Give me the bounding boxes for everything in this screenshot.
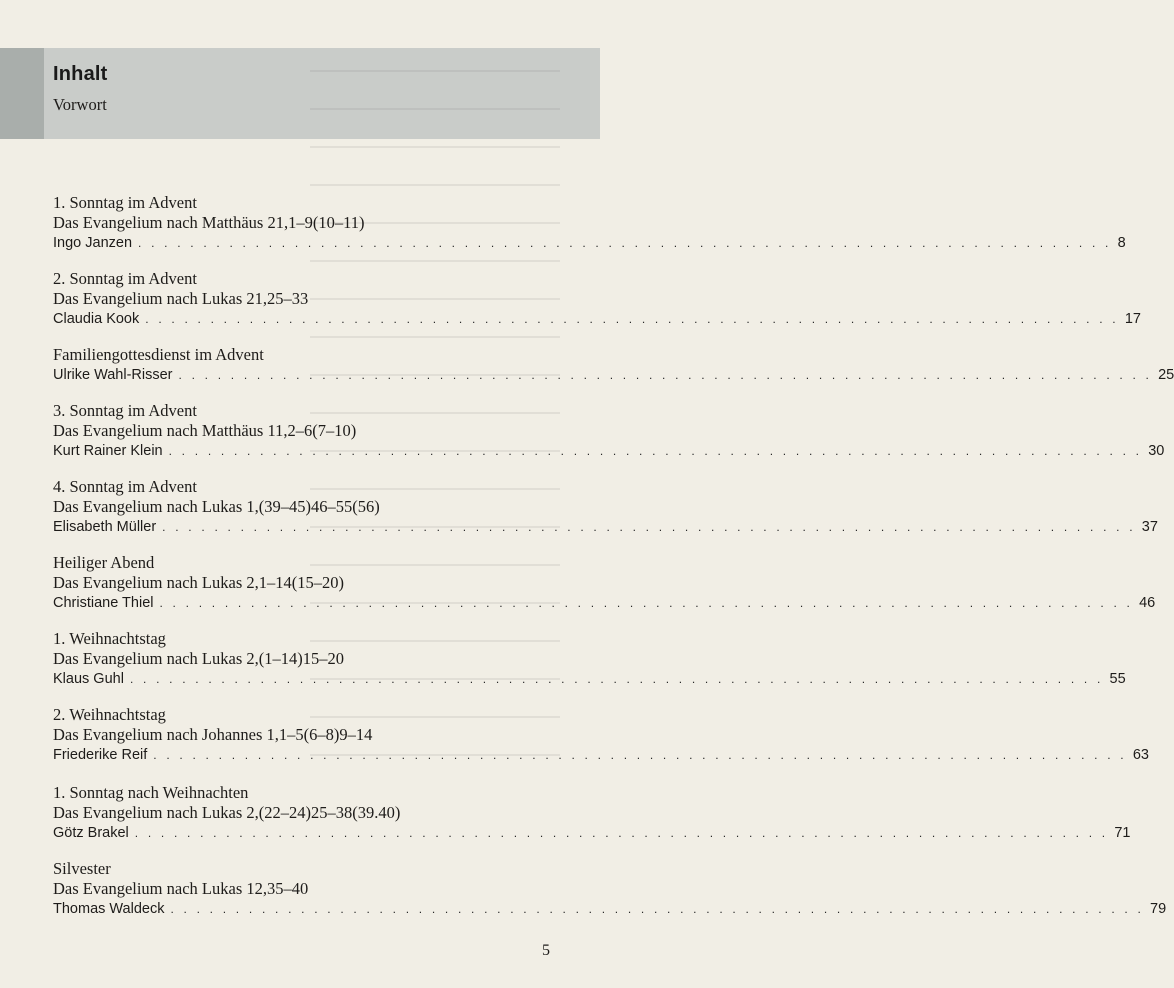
dot-leader: . . . . . . . . . . . . . . . . . . . . . . . . . . . . . . . . . . . . . . . . . . . . . . . . . . . . . . . . . . . . . . . . . . . . . . . . . . .: [168, 444, 1143, 458]
toc-entry-author-row: [53, 233, 1126, 253]
toc-entry-occasion: 4. Sonntag im Advent: [53, 477, 197, 496]
toc-entry[interactable]: [53, 193, 1126, 253]
toc-entry-scripture: Das Evangelium nach Lukas 2,1–14(15–20): [53, 573, 344, 592]
toc-entry-page-number: 25: [1158, 367, 1174, 383]
toc-entry-author: Götz Brakel: [53, 825, 129, 841]
dot-leader: . . . . . . . . . . . . . . . . . . . . . . . . . . . . . . . . . . . . . . . . . . . . . . . . . . . . . . . . . . . . . . . . . . . . . . . . . . .: [170, 902, 1145, 916]
toc-entry-author-row: [53, 309, 1141, 329]
toc-entry-author-row: [53, 365, 1174, 385]
toc-entry-scripture: Das Evangelium nach Lukas 12,35–40: [53, 879, 309, 898]
toc-entry-author: Kurt Rainer Klein: [53, 443, 163, 459]
toc-entry[interactable]: [53, 401, 1165, 461]
page-number: 5: [542, 942, 550, 959]
toc-entry-scripture: Das Evangelium nach Lukas 2,(1–14)15–20: [53, 649, 344, 668]
dot-leader: . . . . . . . . . . . . . . . . . . . . . . . . . . . . . . . . . . . . . . . . . . . . . . . . . . . . . . . . . . . . . . . . . . . . . . . . . . .: [145, 312, 1119, 326]
toc-entry-author: Ingo Janzen: [53, 235, 133, 251]
header-tab-marker: [0, 48, 44, 139]
toc-entry-page-number: 46: [1139, 595, 1156, 611]
toc-entry-scripture: Das Evangelium nach Lukas 21,25–33: [53, 289, 309, 308]
toc-entry-author-row: [53, 517, 1158, 537]
toc-entry-author-row: [53, 823, 1131, 843]
toc-entry-occasion: Silvester: [53, 859, 111, 878]
toc-entry-scripture: Das Evangelium nach Johannes 1,1–5(6–8)9–14: [53, 725, 373, 744]
toc-entry-author-row: [53, 593, 1156, 613]
toc-entry-scripture: Das Evangelium nach Lukas 2,(22–24)25–38(39.40): [53, 803, 401, 822]
toc-entry[interactable]: [53, 859, 1167, 919]
toc-entry-occasion: 2. Sonntag im Advent: [53, 269, 197, 288]
toc-entry-occasion: Heiliger Abend: [53, 553, 155, 572]
toc-entry-author: Klaus Guhl: [53, 671, 124, 687]
toc-entry-page-number: 8: [1117, 235, 1126, 251]
toc-entry-author: Thomas Waldeck: [53, 901, 165, 917]
dot-leader: . . . . . . . . . . . . . . . . . . . . . . . . . . . . . . . . . . . . . . . . . . . . . . . . . . . . . . . . . . . . . . . . . . . . . . . . . . .: [162, 520, 1136, 534]
toc-entry-author-row: [53, 899, 1167, 919]
toc-entry-page-number: 71: [1114, 825, 1131, 841]
toc-entry-author: Claudia Kook: [53, 311, 140, 327]
toc-entry[interactable]: [53, 269, 1141, 329]
toc-entry[interactable]: [53, 477, 1158, 537]
toc-entry-page-number: 79: [1150, 901, 1167, 917]
toc-entry-occasion: Familiengottesdienst im Advent: [53, 345, 264, 364]
toc-entry[interactable]: [53, 629, 1126, 689]
toc-entry-page-number: 17: [1124, 311, 1141, 327]
dot-leader: . . . . . . . . . . . . . . . . . . . . . . . . . . . . . . . . . . . . . . . . . . . . . . . . . . . . . . . . . . . . . . . . . . . . . . . . . . .: [129, 672, 1104, 686]
page-title: Inhalt: [53, 63, 108, 85]
dot-leader: . . . . . . . . . . . . . . . . . . . . . . . . . . . . . . . . . . . . . . . . . . . . . . . . . . . . . . . . . . . . . . . . . . . . . . . . . . .: [178, 368, 1153, 382]
toc-entry-occasion: 3. Sonntag im Advent: [53, 401, 197, 420]
toc-entry-scripture: Das Evangelium nach Matthäus 21,1–9(10–11): [53, 213, 365, 232]
toc-entry-author-row: [53, 669, 1126, 689]
toc-entry-page-number: 55: [1109, 671, 1126, 687]
dot-leader: . . . . . . . . . . . . . . . . . . . . . . . . . . . . . . . . . . . . . . . . . . . . . . . . . . . . . . . . . . . . . . . . . . . . . . . . . . .: [153, 748, 1127, 762]
dot-leader: . . . . . . . . . . . . . . . . . . . . . . . . . . . . . . . . . . . . . . . . . . . . . . . . . . . . . . . . . . . . . . . . . . . . . . . . . . .: [134, 826, 1109, 840]
toc-entry-author: Ulrike Wahl-Risser: [53, 367, 173, 383]
toc-entry-page-number: 63: [1132, 747, 1149, 763]
toc-entry-author-row: [53, 441, 1165, 461]
page-header: [53, 60, 108, 118]
toc-entry-page-number: 30: [1148, 443, 1165, 459]
toc-entry[interactable]: [53, 345, 1174, 385]
preface-entry[interactable]: Vorwort: [53, 95, 107, 114]
toc-entry-occasion: 1. Sonntag im Advent: [53, 193, 197, 212]
toc-entry-occasion: 1. Weihnachtstag: [53, 629, 166, 648]
toc-entry-scripture: Das Evangelium nach Lukas 1,(39–45)46–55(56): [53, 497, 380, 516]
dot-leader: . . . . . . . . . . . . . . . . . . . . . . . . . . . . . . . . . . . . . . . . . . . . . . . . . . . . . . . . . . . . . . . . . . . . . . . . . . .: [138, 236, 1112, 250]
toc-entry-author: Elisabeth Müller: [53, 519, 157, 535]
toc-entry[interactable]: [53, 553, 1156, 613]
toc-entry-author-row: [53, 745, 1149, 765]
toc-entry-occasion: 2. Weihnachtstag: [53, 705, 166, 724]
toc-entry-author: Christiane Thiel: [53, 595, 154, 611]
dot-leader: . . . . . . . . . . . . . . . . . . . . . . . . . . . . . . . . . . . . . . . . . . . . . . . . . . . . . . . . . . . . . . . . . . . . . . . . . . .: [159, 596, 1134, 610]
toc-entry-occasion: 1. Sonntag nach Weihnachten: [53, 783, 249, 802]
toc-entry-page-number: 37: [1141, 519, 1158, 535]
toc-entry-author: Friederike Reif: [53, 747, 148, 763]
toc-entry-scripture: Das Evangelium nach Matthäus 11,2–6(7–10): [53, 421, 357, 440]
toc-entry[interactable]: [53, 705, 1149, 765]
toc-entry[interactable]: [53, 783, 1131, 843]
